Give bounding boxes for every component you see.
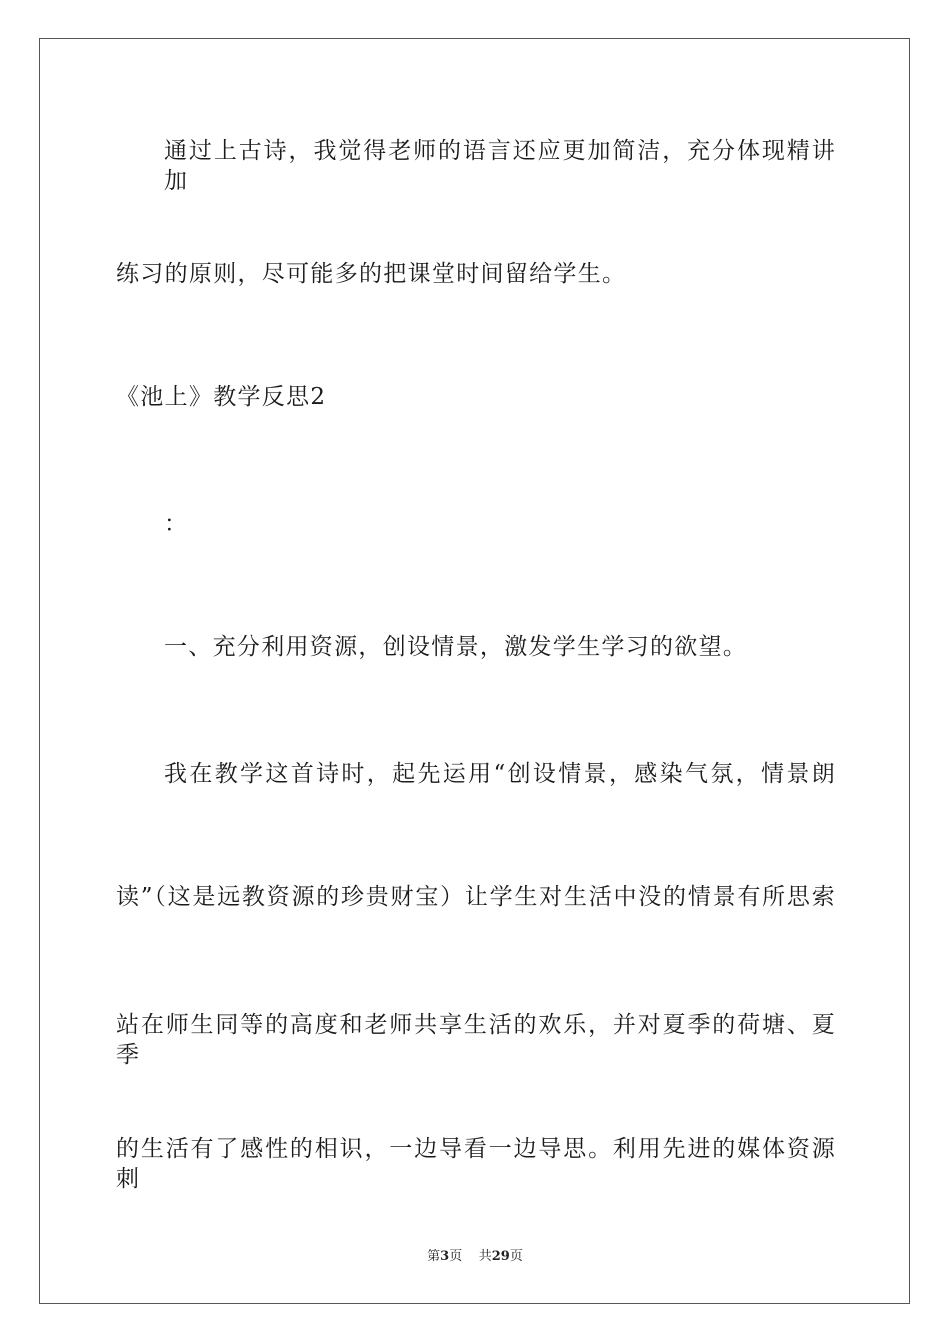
page-border [39,38,910,1304]
paragraph-line-6: 的生活有了感性的相识，一边导看一边导思。利用先进的媒体资源刺 [116,1136,836,1192]
page-suffix: 页 [449,1249,463,1264]
page-footer [0,1248,950,1266]
section-heading: 《池上》教学反思2 [116,384,327,410]
paragraph-line-3: 我在教学这首诗时，起先运用“创设情景，感染气氛，情景朗 [164,761,836,787]
total-prefix: 共 [478,1249,492,1264]
paragraph-line-4: 读”（这是远教资源的珍贵财宝）让学生对生活中没的情景有所思索 [116,884,836,910]
page-prefix: 第 [427,1249,441,1264]
total-pages: 29 [491,1249,510,1264]
colon-line: ： [164,511,189,537]
page-number: 3 [440,1249,450,1264]
subheading-line: 一、充分利用资源，创设情景，激发学生学习的欲望。 [164,634,748,660]
paragraph-line-1: 通过上古诗，我觉得老师的语言还应更加简洁，充分体现精讲加 [164,138,836,194]
total-suffix: 页 [509,1249,523,1264]
paragraph-line-2: 练习的原则，尽可能多的把课堂时间留给学生。 [116,261,627,287]
paragraph-line-5: 站在师生同等的高度和老师共享生活的欢乐，并对夏季的荷塘、夏季 [116,1012,836,1068]
